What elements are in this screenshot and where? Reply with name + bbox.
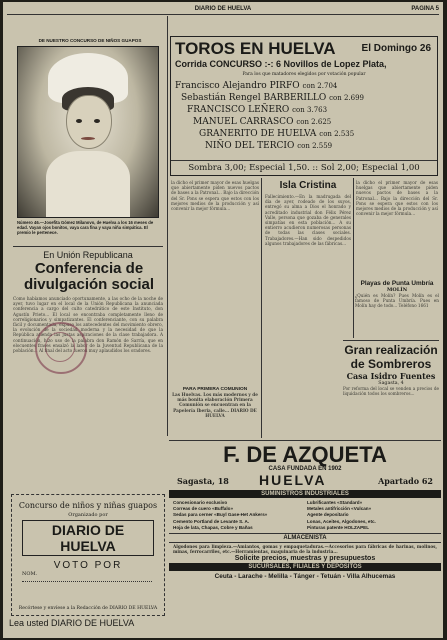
azqueta-item: Lonas, Aceites, Algodones, etc.: [307, 518, 376, 524]
coupon-name-label: NOM.: [22, 571, 38, 577]
toros-matador-name: Sebastián Rengel BARBERILLO: [181, 93, 330, 103]
mouth: [81, 137, 95, 140]
cristina-title: Isla Cristina: [279, 180, 337, 191]
azqueta-item: Cemento Portland de Levante S. A.: [173, 518, 250, 524]
toros-line: [175, 80, 433, 92]
toros-votes: con 3.763: [292, 106, 328, 114]
azqueta-founded: CASA FUNDADA EN 1902: [268, 466, 342, 472]
midcol-body: la dicho el primer mayor de esas huelgas que abiertamente piden nuevos pactos de bases a la Patronal... Bajo la dirección del Sr. Pons se espera que estos con los mejores medios de la producción y así convenir la mejor fórmula...: [171, 180, 259, 212]
azqueta-items: [169, 498, 441, 533]
azqueta-almacenista-body: Algodones para limpieza.—Amiantos, gomas y empaquetaduras.—Accesorios para fábricas de harinas, molinos, minas, ferrocarriles, etc.—Herramientas, maquinaria de la industria...: [173, 544, 437, 555]
toros-matador-name: NIÑO DEL TERCIO: [205, 141, 298, 151]
sombreros-address: Sagasta, 4: [378, 381, 404, 386]
left-eye: [76, 119, 82, 123]
azqueta-item: Sedas para cerner «Buyl Gase-Het Ankers»: [173, 512, 268, 518]
sombreros-shop: Casa Isidro Fuentes: [346, 371, 436, 381]
punta-box: [355, 280, 439, 340]
coupon-footer: Recórtese y envíese a la Redacción de DIARIO DE HUELVA: [18, 606, 158, 611]
azqueta-solicite: Solicite precios, muestras y presupuestos: [234, 555, 376, 563]
azqueta-apartado: Apartado 62: [378, 476, 433, 486]
toros-votes: con 2.625: [296, 118, 332, 126]
azqueta-title: F. DE AZQUETA: [223, 442, 387, 467]
page-header: [7, 4, 439, 15]
newspaper-page: [3, 2, 443, 638]
right-eye: [94, 119, 100, 123]
toros-line: [175, 140, 433, 152]
toros-votes: con 2.559: [297, 142, 333, 150]
republican-kicker: En Unión Republicana: [43, 250, 133, 260]
child-portrait-photo: [17, 46, 159, 218]
contest-heading: DE NUESTRO CONCURSO DE NIÑOS GUAPOS: [38, 38, 142, 43]
azqueta-item: Hoja de lata, Chapas, Cobre y Bañas: [173, 524, 253, 530]
azqueta-street: Sagasta, 18: [177, 476, 229, 486]
header-masthead: DIARIO DE HUELVA: [194, 6, 252, 12]
comunion-block: [171, 387, 259, 418]
divider: [13, 246, 163, 247]
toros-line: [175, 128, 433, 140]
azqueta-city: HUELVA: [259, 472, 327, 488]
toros-votes: con 2.535: [319, 130, 355, 138]
comunion-title: PARA PRIMERA COMUNION: [182, 387, 248, 392]
toros-votes: con 2.699: [329, 94, 364, 102]
face: [66, 95, 112, 149]
coupon-organizer: Organizado por: [68, 512, 108, 518]
toros-matador-name: Francisco Alejandro PIRFO: [175, 81, 303, 91]
toros-matador-name: GRANERITO DE HUELVA: [199, 129, 320, 139]
azqueta-item: Lubrificantes «Standard»: [307, 500, 363, 505]
azqueta-item: Agente depositario: [307, 512, 349, 518]
right-top-body: la dicho el primer mayor de esas huelgas que abiertamente piden nuevos pactos de bases a la Patronal... Bajo la dirección del Sr. Pons se espera que estos con los mejores medios de la producción y así convenir la mejor fórmula...: [356, 180, 438, 217]
toros-matador-name: FRANCISCO LEÑERO: [187, 105, 293, 115]
column-rule-3: [353, 178, 354, 338]
azqueta-almacenista: ALMACENISTA: [169, 533, 441, 543]
azqueta-cities: Ceuta - Larache - Melilla - Tánger - Tetuán - Villa Alhucemas: [214, 573, 396, 581]
republican-title: Conferencia de divulgación social: [23, 260, 155, 293]
toros-matador-name: MANUEL CARRASCO: [193, 117, 297, 127]
punta-subtitle: MOLÍN: [386, 287, 408, 293]
azqueta-item: Metales antifricción «Vulcan»: [307, 506, 372, 512]
toros-line: [175, 104, 433, 116]
coupon-heading: Concurso de niños y niñas guapos: [18, 501, 158, 510]
azqueta-ad: [169, 444, 441, 634]
toros-line: [175, 92, 433, 104]
toros-box: [170, 36, 438, 176]
footer-line: Lea usted DIARIO DE HUELVA: [9, 618, 135, 628]
toros-subtitle: Corrida CONCURSO :-: 6 Novillos de Lopez Plata,: [175, 59, 387, 69]
toros-prices: Sombra 3,00; Especial 1,50. :: Sol 2,00; Especial 1,00: [171, 160, 437, 173]
toros-lines: [175, 80, 433, 152]
azqueta-suministros: SUMINISTROS INDUSTRIALES: [169, 490, 441, 498]
azqueta-sucursales: SUCURSALES, FILIALES Y DEPOSITOS: [169, 563, 441, 571]
header-page-number: PAGINA 5: [411, 6, 439, 12]
sombreros-box: [343, 340, 439, 437]
library-stamp: [35, 322, 87, 374]
toros-title: TOROS EN HUELVA: [175, 39, 336, 58]
azqueta-item: Correas de cuero «Buffalo»: [173, 506, 233, 512]
comunion-body: Las Huelvas. Los más modernos y de más bonita elaboración Primera Comunión se encuentran en la Papelería Iberia, calle... DIARIO DE HUELVA: [172, 392, 258, 418]
voting-coupon[interactable]: [11, 494, 165, 616]
toros-date: El Domingo 26: [361, 43, 431, 54]
divider-azqueta: [169, 440, 441, 441]
punta-body: ¿Quién es Molín? Pues Molín es el famoso de Punta Umbría. Pues en Molín hay de todo... Teléfono 1661: [355, 293, 439, 309]
punta-title: Playas de Punta Umbría: [360, 280, 434, 287]
azqueta-item: Concesionario exclusivo: [173, 500, 228, 505]
republican-body: Como habíamos anunciado oportunamente, a las ocho de la noche de ayer, tuvo lugar en el local de la Unión Republicana la anunciada conferencia a cargo del culto catedrático de este Instituto, don Agustín Prieto... El local se encontraba completamente lleno de correligionarios y simpatizantes. El conferenciante, con su palabra fácil y documentada, expuso los antecedentes del movimiento obrero, la evolución de la sociedad moderna y la necesidad de que la República atienda las justas aspiraciones de la clase trabajadora. A continuación, hizo uso de la palabra don Ramón de Sarría, que en elocuentes frases ensalzó la labor de la Juventud Republicana de la población... Al final del acto fueron muy aplaudidos los oradores.: [13, 296, 163, 354]
sombreros-body: Por reforma del local se venden a precios de liquidación todos los sombreros...: [343, 386, 439, 397]
coupon-name-field[interactable]: [22, 571, 152, 582]
coupon-vote: VOTO POR: [53, 560, 123, 571]
azqueta-item: Pinturas patente HOLZAPEL: [307, 524, 370, 530]
toros-votes: con 2.704: [302, 82, 338, 90]
column-rule: [167, 16, 168, 436]
azqueta-address-row: [169, 472, 441, 490]
toros-line: [175, 116, 433, 128]
toros-note: Para los que matadores elegidos por votación popular: [242, 72, 366, 77]
coupon-paper: DIARIO DE HUELVA: [22, 520, 154, 556]
column-rule-2: [261, 178, 262, 438]
cristina-body: Fallecimiento.—En la madrugada del día de ayer, rodeado de los suyos, entregó su alma a Dios el honrado y acreditado industrial don Félix Pérez Valle, persona que gozaba de generales simpatías en esta población... A su entierro acudieron numerosas personas de todas las clases sociales. Trabajadores.—Han sido despedidos algunos trabajadores de las fábricas...: [265, 194, 351, 246]
sombreros-title: Gran realización de Sombreros: [344, 343, 438, 371]
dress: [46, 151, 130, 217]
photo-caption: Número 46.—Josefita Gómez Milanovo, de Huelva a los 16 meses de edad. Vayan ojos bonitos, vaya cara fina y vaya niña simpática. El premio le pertenece.: [17, 220, 154, 235]
